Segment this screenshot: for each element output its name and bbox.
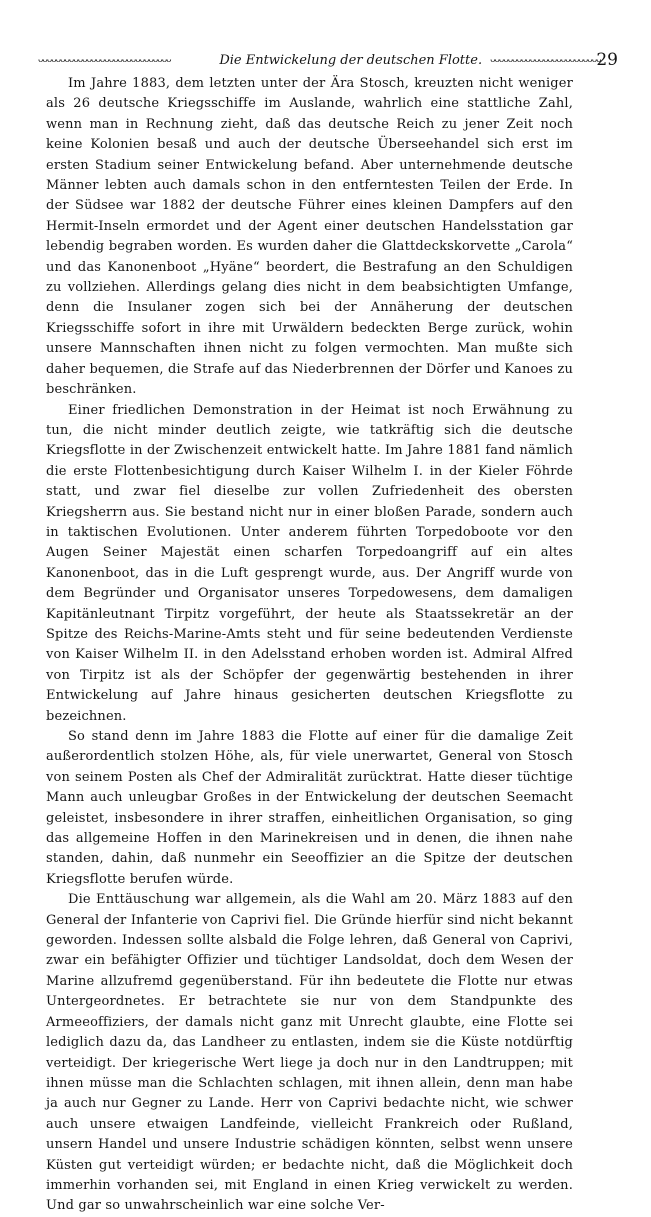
paragraph: Die Enttäuschung war allgemein, als die Wahl am 20. März 1883 auf den General der Infanterie von Caprivi fiel. Die Gründe hierfür sind nicht bekannt geworden. Indessen sollte alsbald die Folge lehren, daß General von Caprivi, zwar ein befähigter Offizier und tüchtiger Landsoldat, doch dem Wesen der Marine allzufremd gegenüberstand. Für ihn bedeutete die Flotte nur etwas Untergeordnetes. Er betrachtete sie nur von dem Standpunkte des Armeeoffiziers, der damals nicht ganz mit Unrecht glaubte, eine Flotte sei lediglich dazu da, das Landheer zu entlasten, indem sie die Küste notdürftig verteidigt. Der kriegerische Wert liege ja doch nur in den Landtruppen; mit ihnen müsse man die Schlachten schlagen, mit ihnen allein, denn man habe ja auch nur Gegner zu Lande. Herr von Caprivi bedachte nicht, wie schwer auch unsere etwaigen Landfeinde, vielleicht Frankreich oder Rußland, unsern Handel und unsere Industrie schädigen könnten, selbst wenn unsere Küsten gut verteidigt würden; er bedachte nicht, daß die Möglichkeit doch immerhin vorhanden sei, mit England in einen Krieg verwickelt zu werden. Und gar so unwahrscheinlich war eine solche Ver- xyxy=(46,892,573,1214)
running-title: Die Entwickelung der deutschen Flotte. xyxy=(219,52,483,68)
header-ornament-right: ᴗᴗᴗᴗᴗᴗᴗᴗᴗᴗᴗᴗᴗᴗᴗᴗᴗᴗᴗᴗᴗᴗᴗᴗᴗ xyxy=(490,55,601,65)
paragraph: Im Jahre 1883, dem letzten unter der Ära Stosch, kreuzten nicht weniger als 26 deutsche Kriegsschiffe im Auslande, wahrlich eine stattliche Zahl, wenn man in Rechnung zieht, daß das deutsche Reich zu jener Zeit noch keine Kolonien besaß und auch der deutsche Überseehandel sich erst im ersten Stadium seiner Entwickelung befand. Aber unternehmende deutsche Männer lebten auch damals schon in den entferntesten Teilen der Erde. In der Südsee war 1882 der deutsche Führer eines kleinen Dampfers auf den Hermit-Inseln ermordet und der Agent einer deutschen Handelsstation gar lebendig begraben worden. Es wurden daher die Glattdeckskorvette „Carola“ und das Kanonenboot „Hyäne“ beordert, die Bestrafung an den Schuldigen zu vollziehen. Allerdings gelang dies nicht in dem beabsichtigten Umfange, denn die Insulaner zogen sich bei der Annäherung der deutschen Kriegsschiffe sofort in ihre mit Urwäldern bedeckten Berge zurück, wohin unsere Mannschaften ihnen nicht zu folgen vermochten. Man mußte sich daher bequemen, die Strafe auf das Niederbrennen der Dörfer und Kanoes zu beschränken. xyxy=(46,76,573,398)
header-ornament-left: ᴗᴗᴗᴗᴗᴗᴗᴗᴗᴗᴗᴗᴗᴗᴗᴗᴗᴗᴗᴗᴗᴗᴗᴗᴗᴗᴗᴗᴗᴗ xyxy=(38,55,171,65)
body-text xyxy=(46,74,573,1217)
page-header xyxy=(38,47,618,73)
paragraph: Einer friedlichen Demonstration in der Heimat ist noch Erwähnung zu tun, die nicht minder deutlich zeigte, wie tatkräftig sich die deutsche Kriegsflotte in der Zwischenzeit entwickelt hatte. Im Jahre 1881 fand nämlich die erste Flottenbesichtigung durch Kaiser Wilhelm I. in der Kieler Föhrde statt, und zwar fiel dieselbe zur vollen Zufriedenheit des obersten Kriegsherrn aus. Sie bestand nicht nur in einer bloßen Parade, sondern auch in taktischen Evolutionen. Unter anderem führten Torpedoboote vor den Augen Seiner Majestät einen scharfen Torpedoangriff auf ein altes Kanonenboot, das in die Luft gesprengt wurde, aus. Der Angriff wurde von dem Begründer und Organisator unseres Torpedowesens, dem damaligen Kapitänleutnant Tirpitz vorgeführt, der heute als Staatssekretär an der Spitze des Reichs-Marine-Amts steht und für seine bedeutenden Verdienste von Kaiser Wilhelm II. in den Adelsstand erhoben worden ist. Admiral Alfred von Tirpitz ist als der Schöpfer der gegenwärtig bestehenden in ihrer Entwickelung auf Jahre hinaus gesicherten deutschen Kriegsflotte zu bezeichnen. xyxy=(46,402,573,724)
paragraph: So stand denn im Jahre 1883 die Flotte auf einer für die damalige Zeit außerordentlich stolzen Höhe, als, für viele unerwartet, General von Stosch von seinem Posten als Chef der Admiralität zurücktrat. Hatte dieser tüchtige Mann auch unleugbar Großes in der Entwickelung der deutschen Seemacht geleistet, insbesondere in ihrer straffen, einheitlichen Organisation, so ging das allgemeine Hoffen in den Marinekreisen und in denen, die ihnen nahe standen, dahin, daß nunmehr ein Seeoffizier an die Spitze der deutschen Kriegsflotte berufen würde. xyxy=(46,729,573,887)
page-number: 29 xyxy=(596,50,618,70)
